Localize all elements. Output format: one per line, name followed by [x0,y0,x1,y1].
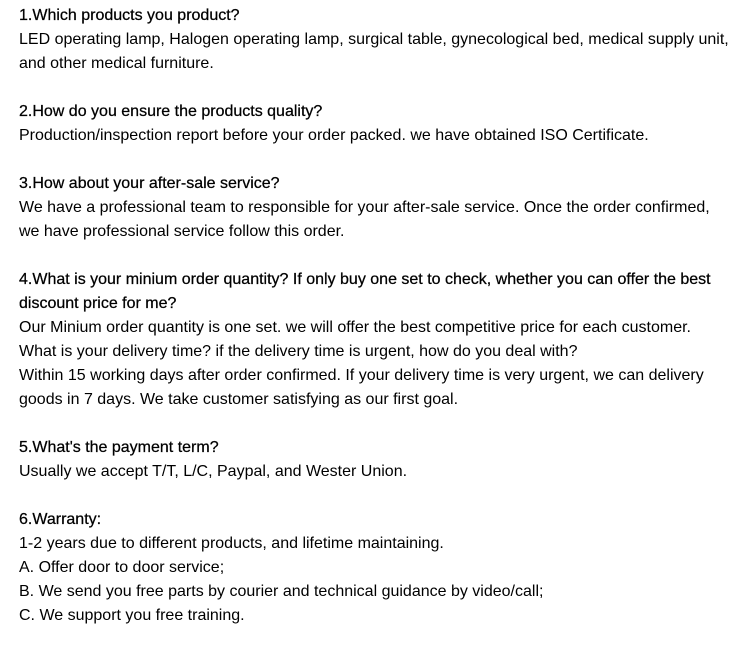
faq-answer-line: We have a professional team to responsible for your after-sale service. Once the order confirmed, we have professional service follow this order. [19,199,710,240]
faq-item-warranty [19,508,732,628]
faq-question: 1.Which products you product? [19,7,240,24]
faq-question: 3.How about your after-sale service? [19,175,280,192]
faq-item-order-quantity [19,268,732,412]
faq-question: 4.What is your minium order quantity? If only buy one set to check, whether you can offer the best discount price for me? [19,271,711,312]
faq-answer-line: LED operating lamp, Halogen operating lamp, surgical table, gynecological bed, medical supply unit, and other medical furniture. [19,31,729,72]
faq-answer-line: What is your delivery time? if the delivery time is urgent, how do you deal with? [19,343,578,360]
faq-item-products [19,4,732,76]
faq-answer-line: 1-2 years due to different products, and lifetime maintaining. [19,535,444,552]
faq-answer-line: Our Minium order quantity is one set. we will offer the best competitive price for each customer. [19,319,691,336]
faq-answer-line: B. We send you free parts by courier and technical guidance by video/call; [19,583,544,600]
faq-answer-line: Usually we accept T/T, L/C, Paypal, and Wester Union. [19,463,408,480]
faq-item-payment [19,436,732,484]
faq-answer-line: C. We support you free training. [19,607,245,624]
faq-question: 6.Warranty: [19,511,102,528]
faq-answer-line: A. Offer door to door service; [19,559,225,576]
faq-item-after-sale [19,172,732,244]
faq-question: 5.What's the payment term? [19,439,219,456]
faq-answer-line: Production/inspection report before your order packed. we have obtained ISO Certificate. [19,127,649,144]
faq-question: 2.How do you ensure the products quality? [19,103,323,120]
faq-item-quality [19,100,732,148]
faq-answer-line: Within 15 working days after order confirmed. If your delivery time is very urgent, we can delivery goods in 7 days. We take customer satisfying as our first goal. [19,367,704,408]
